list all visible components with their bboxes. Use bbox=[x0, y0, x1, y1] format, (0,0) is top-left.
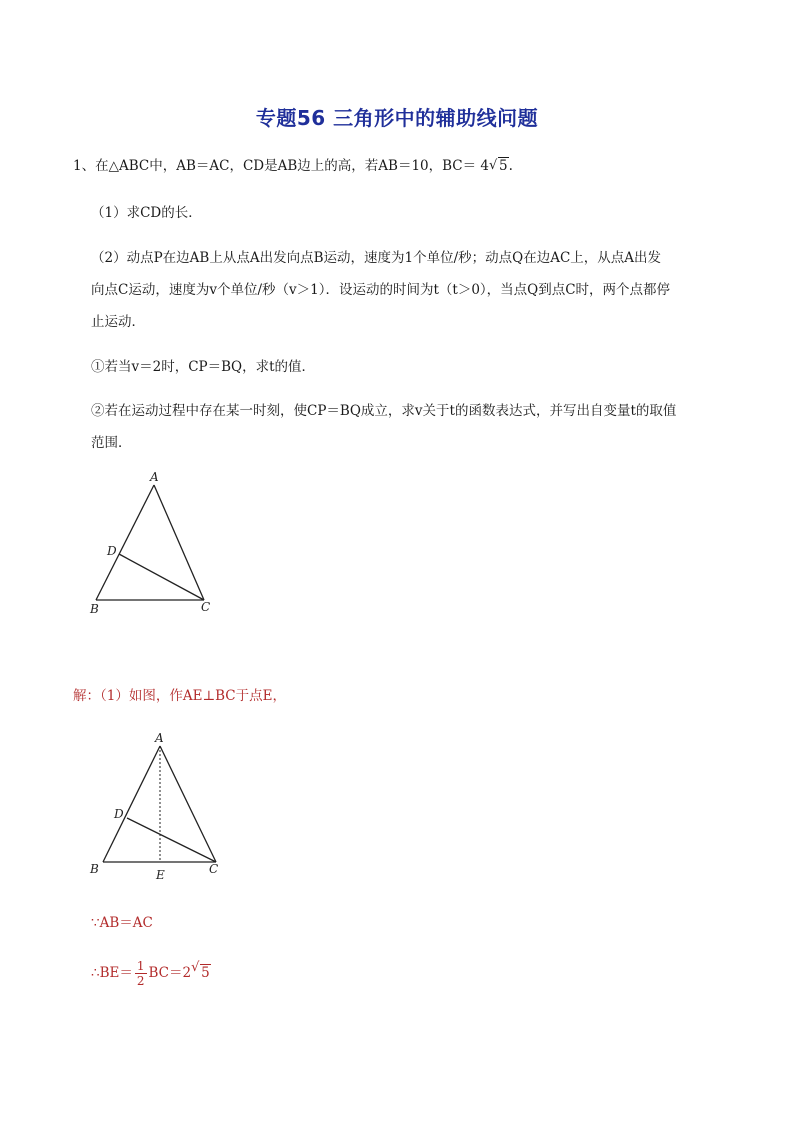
question-2-line2: 向点C运动，速度为v个单位/秒（v＞1）．设运动的时间为t（t＞0），当点Q到点C时，两个点都停 bbox=[91, 282, 671, 298]
fraction-numerator: 1 bbox=[136, 959, 145, 973]
step2-prefix: ∴BE＝ bbox=[91, 965, 133, 981]
side-ab bbox=[103, 746, 160, 862]
label-d: D bbox=[107, 544, 117, 558]
sub-question-1: ①若当v＝2时，CP＝BQ，求t的值． bbox=[91, 359, 316, 375]
segment-cd bbox=[127, 818, 216, 862]
side-ab bbox=[96, 485, 154, 600]
sub-question-2-line1: ②若在运动过程中存在某一时刻，使CP＝BQ成立，求v关于t的函数表达式，并写出自变量t的取值 bbox=[91, 403, 677, 419]
radicand: 5 bbox=[201, 965, 210, 981]
segment-cd bbox=[119, 554, 204, 600]
label-d: D bbox=[114, 807, 124, 821]
label-c: C bbox=[209, 862, 219, 876]
label-b: B bbox=[90, 862, 99, 876]
triangle-figure-2 bbox=[85, 725, 245, 890]
sqrt-symbol: √ 5 bbox=[489, 158, 508, 174]
question-2-line1: （2）动点P在边AB上从点A出发向点B运动，速度为1个单位/秒；动点Q在边AC上，从点A出发 bbox=[91, 250, 662, 266]
problem-statement bbox=[73, 156, 513, 176]
solution-intro: 解：（1）如图，作AE⊥BC于点E， bbox=[73, 688, 286, 704]
problem-line1-text: 1、在△ABC中，AB＝AC，CD是AB边上的高，若AB＝10，BC＝ 4 bbox=[73, 158, 490, 174]
label-c: C bbox=[201, 600, 211, 614]
solution-step-2 bbox=[91, 958, 211, 988]
sub-question-2-line2: 范围． bbox=[91, 435, 132, 451]
side-ac bbox=[160, 746, 216, 862]
label-b: B bbox=[90, 602, 99, 616]
fraction-denominator: 2 bbox=[136, 974, 145, 988]
label-e: E bbox=[156, 868, 165, 882]
page-title: 专题56 三角形中的辅助线问题 bbox=[255, 106, 539, 130]
label-a: A bbox=[150, 470, 159, 484]
sqrt-symbol: √ 5 bbox=[191, 960, 210, 981]
question-2-line3: 止运动． bbox=[91, 314, 145, 330]
solution-step-1: ∵AB＝AC bbox=[91, 915, 153, 931]
question-1: （1）求CD的长． bbox=[91, 205, 202, 221]
problem-line1-end: . bbox=[508, 158, 513, 174]
fraction-one-half bbox=[135, 959, 147, 988]
triangle-figure-1 bbox=[80, 465, 240, 625]
label-a: A bbox=[155, 731, 164, 745]
side-ac bbox=[154, 485, 204, 600]
radicand: 5 bbox=[499, 158, 508, 174]
step2-middle: BC＝2 bbox=[148, 965, 192, 981]
